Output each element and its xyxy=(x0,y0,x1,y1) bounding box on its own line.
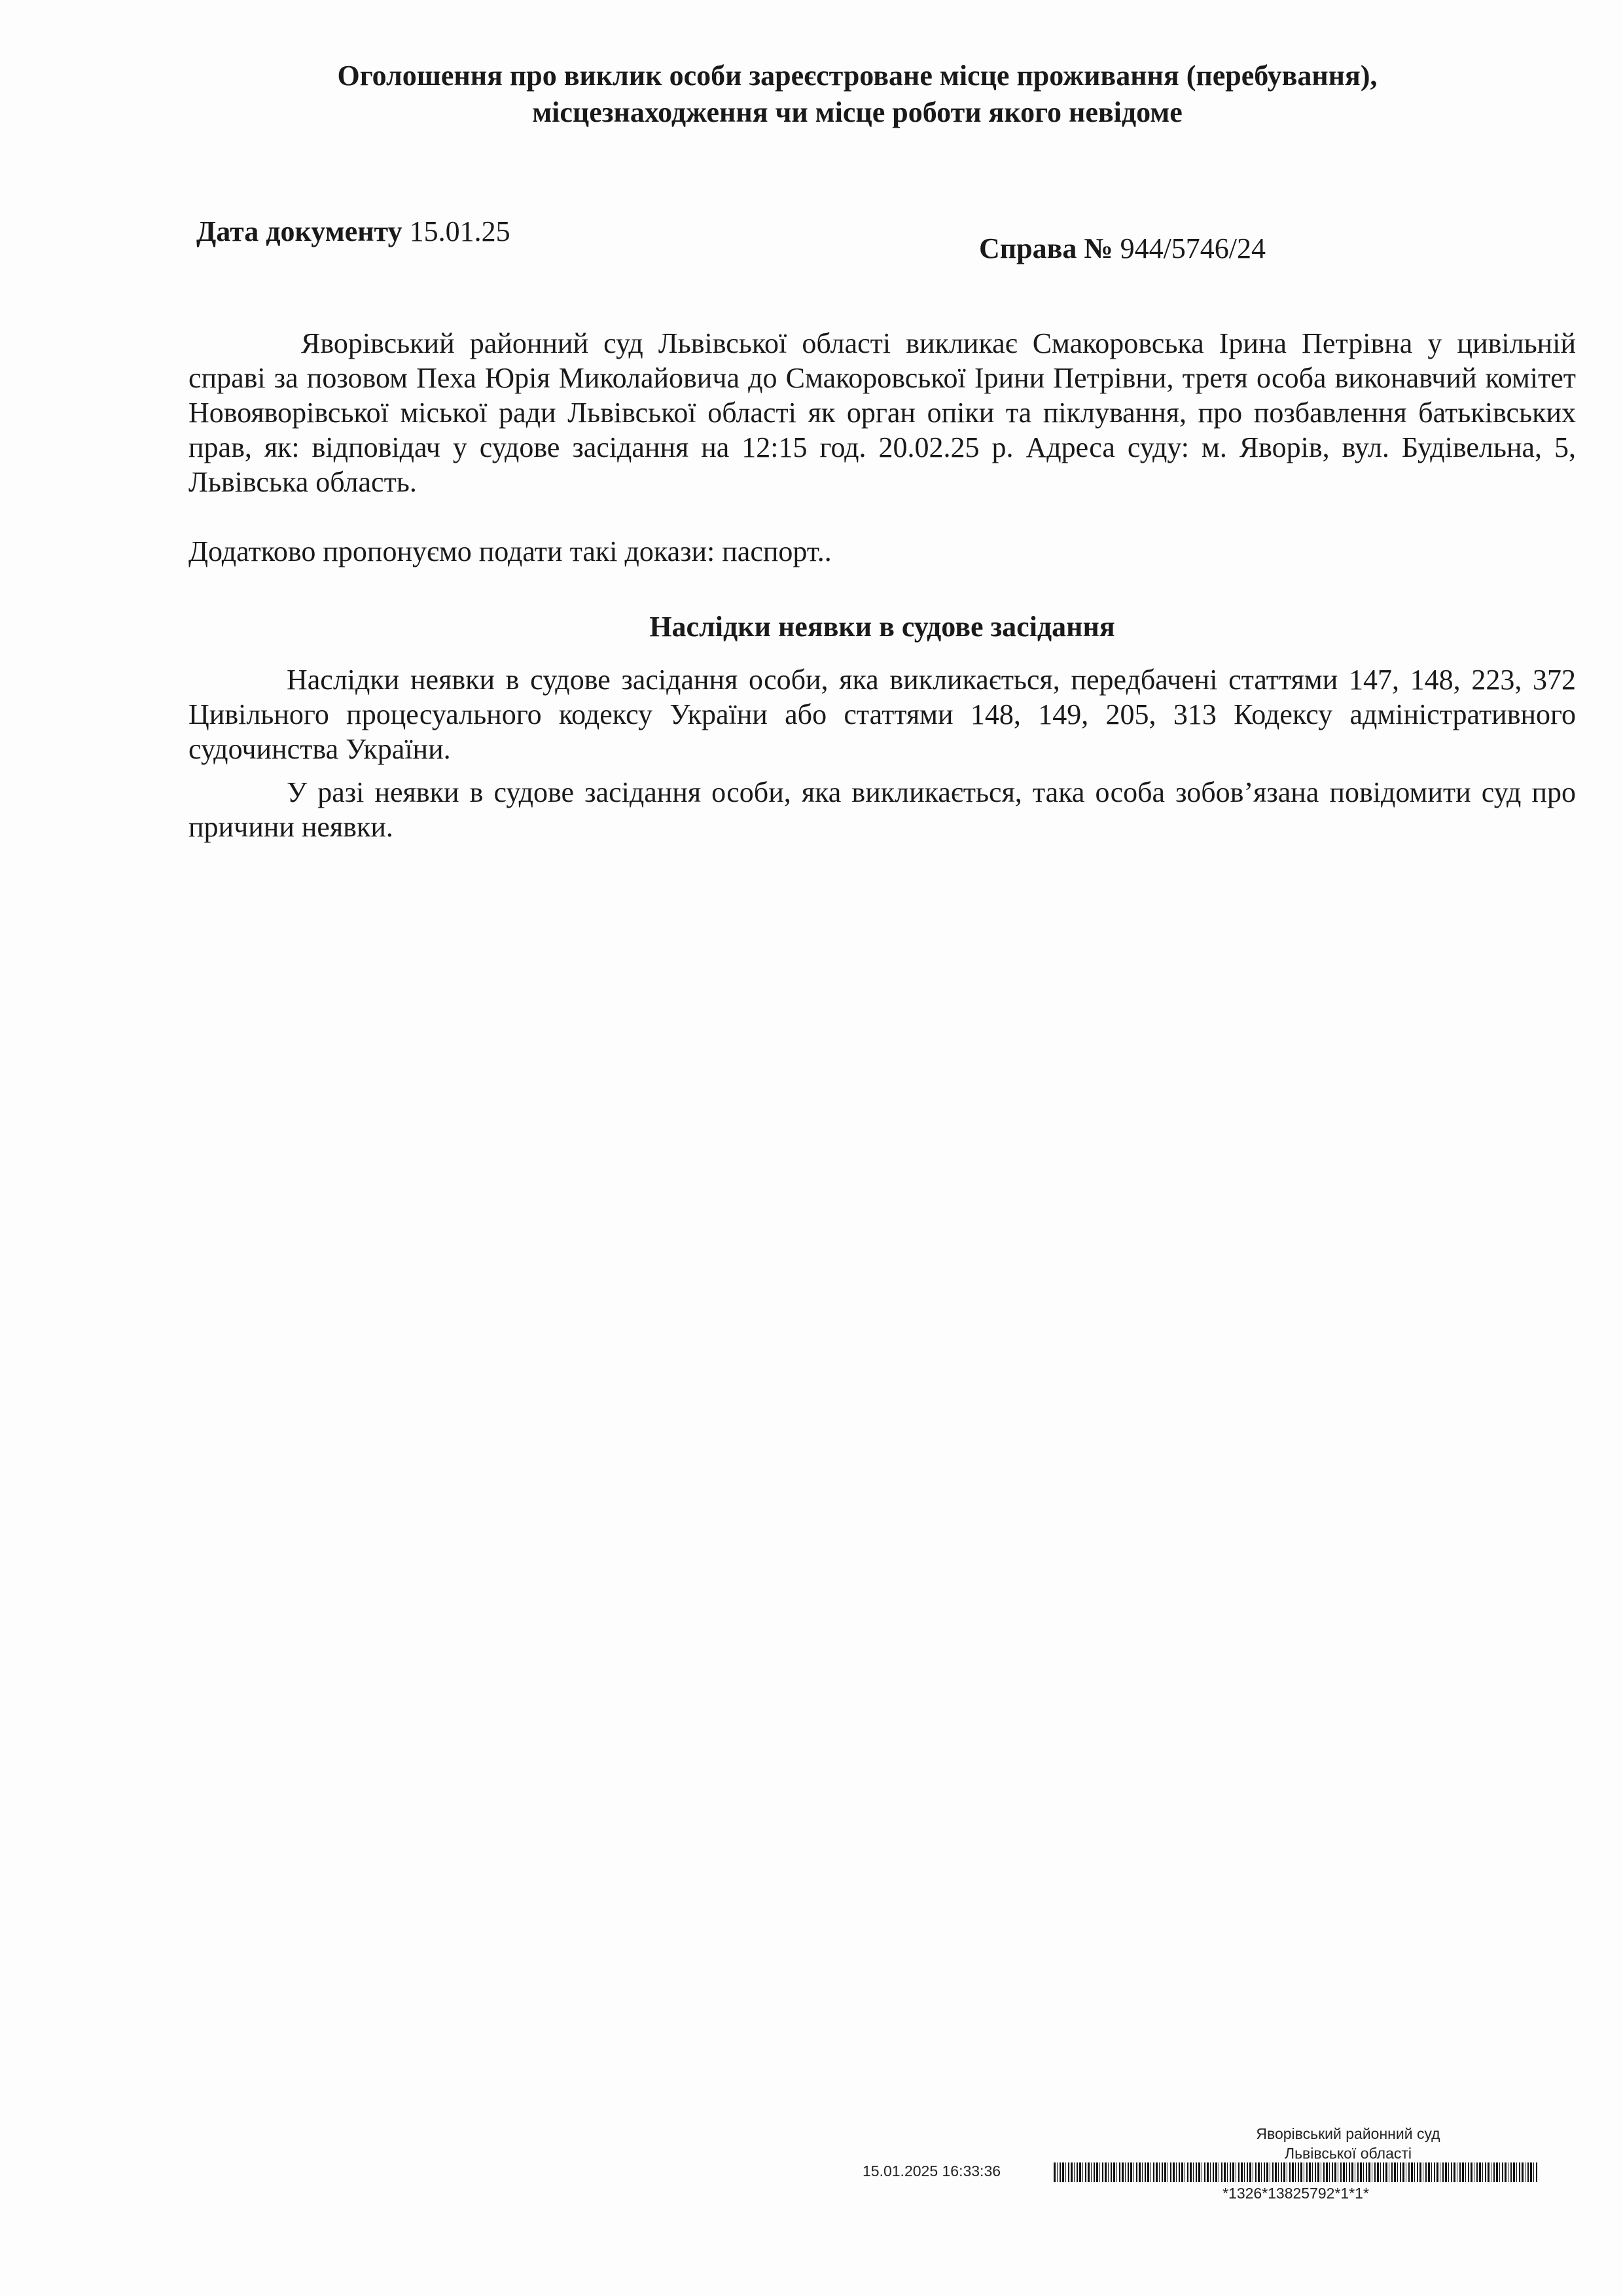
stamp-court-line-1: Яворівський районний суд xyxy=(1256,2125,1440,2142)
notification-paragraph: У разі неявки в судове засідання особи, яка викликається, така особа зобов’язана повідомити суд про причини неявки. xyxy=(188,776,1576,843)
document-date xyxy=(196,213,510,250)
document-date-label: Дата документу xyxy=(196,215,402,247)
case-number xyxy=(979,230,1266,267)
summons-paragraph: Яворівський районний суд Львівської області викликає Смакоровська Ірина Петрівна у цивільній справі за позовом Пеха Юрія Миколайовича до Смакоровської Ірини Петрівни, третя особа виконавчий комітет Новояворівської міської ради Львівської області як орган опіки та піклування, про позбавлення батьківських прав, як: відповідач у судове засідання на 12:15 год. 20.02.25 р. Адреса суду: м. Яворів, вул. Будівельна, 5, Львівська область. xyxy=(188,327,1576,498)
barcode-graphic xyxy=(1054,2162,1538,2182)
court-stamp xyxy=(1171,2124,1525,2163)
stamp-court-line-2: Львівської області xyxy=(1284,2145,1412,2162)
case-number-value: 944/5746/24 xyxy=(1120,232,1266,264)
title-line-2: місцезнаходження чи місце роботи якого невідоме xyxy=(532,96,1183,128)
consequences-heading: Наслідки неявки в судове засідання xyxy=(649,611,1115,643)
document-title xyxy=(236,58,1479,131)
barcode-code: *1326*13825792*1*1* xyxy=(1222,2185,1369,2202)
consequences-paragraph: Наслідки неявки в судове засідання особи, яка викликається, передбачені статтями 147, 148, 223, 372 Цивільного процесуального кодексу України або статтями 148, 149, 205, 313 Кодексу адміністративного судочинства України. xyxy=(188,664,1576,765)
stamp-timestamp: 15.01.2025 16:33:36 xyxy=(863,2162,1001,2179)
document-date-value: 15.01.25 xyxy=(409,215,510,247)
title-line-1: Оголошення про виклик особи зареєстроване місце проживання (перебування), xyxy=(337,60,1378,92)
evidence-paragraph: Додатково пропонуємо подати такі докази: паспорт.. xyxy=(188,535,832,567)
case-number-label: Справа № xyxy=(979,232,1113,264)
